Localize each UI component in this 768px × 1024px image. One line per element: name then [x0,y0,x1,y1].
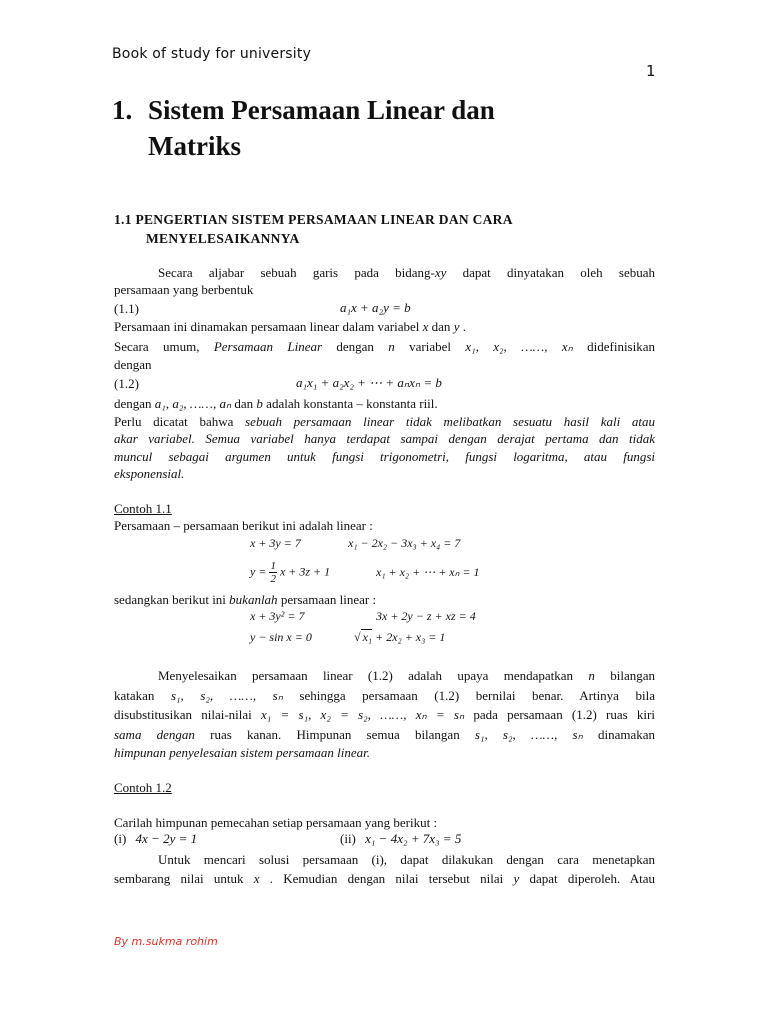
paragraph-method-line1: Untuk mencari solusi persamaan (i), dapat dilakukan dengan cara menetapkan [158,852,655,867]
nonlinear-eq-h: √ x₁ + 2x₂ + x₃ = 1 [354,630,446,644]
author-footer: By m.sukma rohim [114,935,218,948]
nonlinear-eq-g: y − sin x = 0 [250,630,312,644]
page-number: 1 [646,62,656,80]
paragraph-note-line4: eksponensial. [114,466,185,481]
equation-1-1: a₁x + a₂y = b [340,300,411,315]
paragraph-constants: dengan a₁, a₂, ……, aₙ dan b adalah konstanta – konstanta riil. [114,396,438,411]
paragraph-intro: Secara aljabar sebuah garis pada bidang-xy dapat dinyatakan oleh sebuah [158,265,655,280]
example-1-1-intro: Persamaan – persamaan berikut ini adalah linear : [114,518,373,533]
nonlinear-eq-f: 3x + 2y − z + xz = 4 [376,609,476,623]
equation-1-1-label: (1.1) [114,301,139,316]
chapter-title-line1: Sistem Persamaan Linear dan [148,95,495,125]
section-heading-line1: 1.1 PENGERTIAN SISTEM PERSAMAAN LINEAR DAN CARA [114,212,513,227]
paragraph-solution-line3: disubstitusikan nilai-nilai x₁ = s₁, x₂ = s₂, ……, xₙ = sₙ pada persamaan (1.2) ruas kiri [114,707,655,722]
example-1-2-i: (i) 4x − 2y = 1 [114,831,198,846]
linear-eq-b: x₁ − 2x₂ − 3x₃ + x₄ = 7 [348,536,461,550]
fraction-one-half: $\frac{1}{2}$ [270,560,276,585]
section-heading-line2: MENYELESAIKANNYA [146,231,300,246]
chapter-title-line2: Matriks [148,131,241,161]
math-xy: xy [434,265,447,280]
equation-1-2-label: (1.2) [114,376,139,391]
sqrt-symbol: √ [354,630,361,644]
paragraph-note-line2: akar variabel. Semua variabel hanya terdapat sampai dengan derajat pertama dan tidak [114,431,655,446]
linear-eq-a: x + 3y = 7 [250,536,301,550]
paragraph-solution-line1: Menyelesaikan persamaan linear (1.2) adalah upaya mendapatkan n bilangan [158,668,655,683]
paragraph-general: Secara umum, Persamaan Linear dengan n variabel x₁, x₂, ……, xₙ didefinisikan [114,339,655,354]
equation-1-2: a₁x₁ + a₂x₂ + ⋯ + aₙxₙ = b [296,375,442,390]
example-1-2-intro: Carilah himpunan pemecahan setiap persamaan yang berikut : [114,815,438,830]
paragraph-intro-line2: persamaan yang berbentuk [114,282,254,297]
nonlinear-eq-e: x + 3y² = 7 [250,609,305,623]
paragraph-variables: Persamaan ini dinamakan persamaan linear dalam variabel x dan y . [114,319,466,334]
paragraph-solution-line5: himpunan penyelesaian sistem persamaan linear. [114,745,371,760]
chapter-title [112,92,495,164]
linear-eq-c: y = $\frac{1}{2}$ x + 3z + 1 [250,560,331,585]
paragraph-solution-line4: sama dengan ruas kanan. Himpunan semua bilangan s₁, s₂, ……, sₙ dinamakan [114,727,655,742]
paragraph-note-line3: muncul sebagai argumen untuk fungsi trigonometri, fungsi logaritma, atau fungsi [114,449,655,464]
linear-eq-d: x₁ + x₂ + ⋯ + xₙ = 1 [376,565,480,579]
paragraph-method-line2: sembarang nilai untuk x . Kemudian dengan nilai tersebut nilai y dapat diperoleh. Atau [114,871,655,886]
example-1-1-label: Contoh 1.1 [114,501,172,516]
nonlinear-intro: sedangkan berikut ini bukanlah persamaan linear : [114,592,377,607]
paragraph-note: Perlu dicatat bahwa sebuah persamaan linear tidak melibatkan sesuatu hasil kali atau [114,414,655,429]
paragraph-solution-line2: katakan s₁, s₂, ……, sₙ sehingga persamaan (1.2) bernilai benar. Artinya bila [114,688,655,703]
chapter-number: 1. [112,95,133,125]
paragraph-general-line2: dengan [114,357,152,372]
running-header: Book of study for university [112,46,312,62]
section-heading [114,210,513,248]
example-1-2-ii: (ii) x₁ − 4x₂ + 7x₃ = 5 [340,831,462,846]
example-1-2-label: Contoh 1.2 [114,780,172,795]
